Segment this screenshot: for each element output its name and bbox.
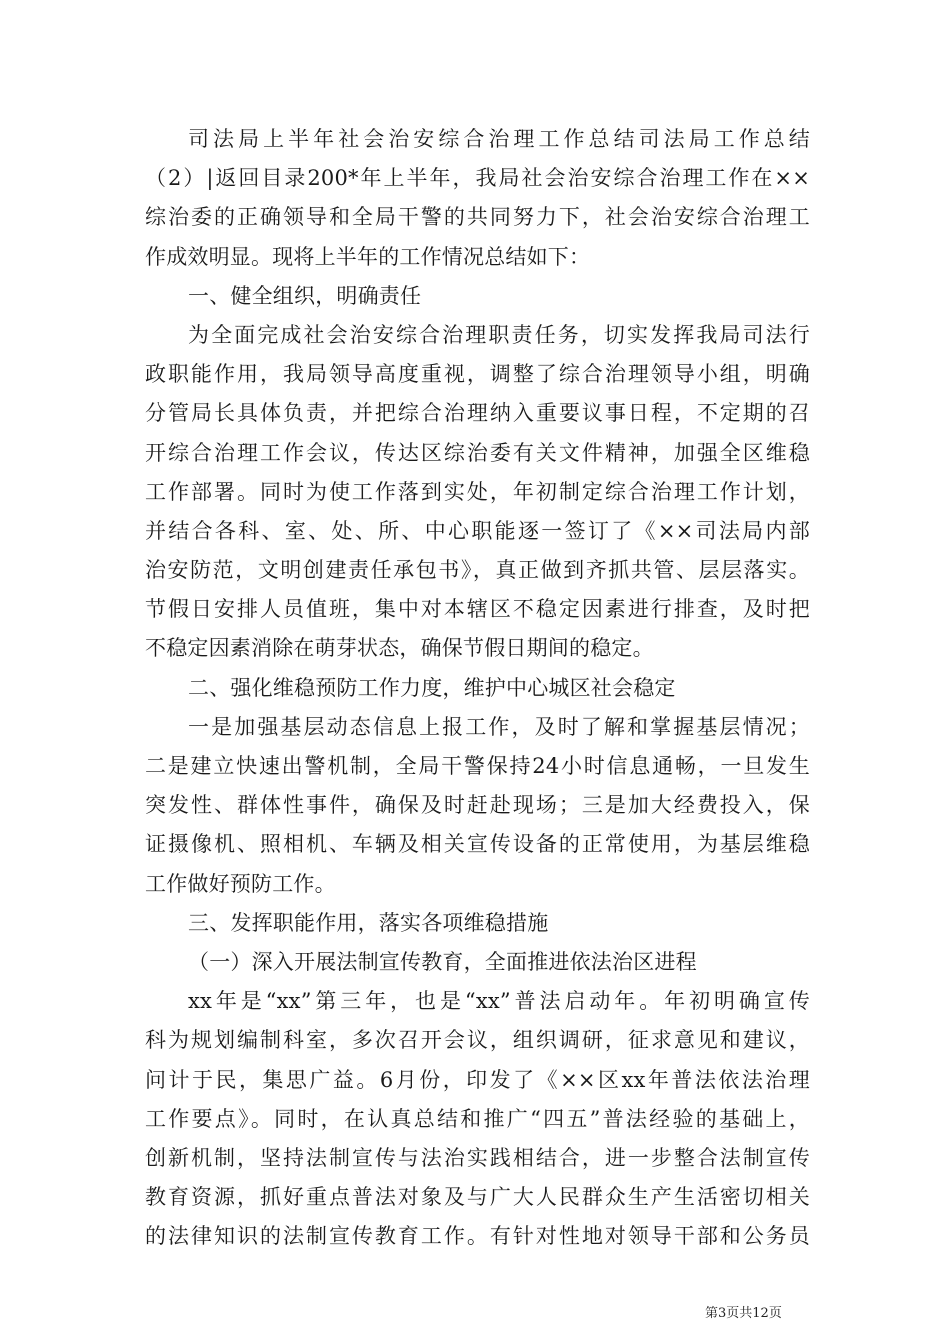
text-line: 综治委的正确领导和全局干警的共同努力下，社会治安综合治理工	[145, 205, 810, 230]
text-line: 创新机制，坚持法制宣传与法治实践相结合，进一步整合法制宣传	[145, 1145, 810, 1170]
text-line: 教育资源，抓好重点普法对象及与广大人民群众生产生活密切相关	[145, 1185, 810, 1210]
text-line: 三、发挥职能作用，落实各项维稳措施	[188, 910, 549, 935]
text-line: 证摄像机、照相机、车辆及相关宣传设备的正常使用，为基层维稳	[145, 832, 810, 857]
text-line: 节假日安排人员值班，集中对本辖区不稳定因素进行排查，及时把	[145, 597, 810, 622]
text-line: 问计于民，集思广益。6月份，印发了《××区xx年普法依法治理	[145, 1067, 810, 1092]
document-body	[145, 120, 810, 1256]
text-line: （2）|返回目录200*年上半年，我局社会治安综合治理工作在××	[145, 166, 810, 191]
page-number: 第3页共12页	[705, 1306, 782, 1321]
text-line: 司法局上半年社会治安综合治理工作总结司法局工作总结	[188, 127, 810, 151]
text-line: 作成效明显。现将上半年的工作情况总结如下：	[145, 244, 591, 269]
text-line: 为全面完成社会治安综合治理职责任务，切实发挥我局司法行	[188, 322, 810, 347]
text-line: 治安防范，文明创建责任承包书》，真正做到齐抓共管、层层落实。	[145, 558, 810, 583]
text-line: xx年是“xx”第三年，也是“xx”普法启动年。年初明确宣传	[188, 989, 810, 1014]
text-line: 二是建立快速出警机制，全局干警保持24小时信息通畅，一旦发生	[145, 754, 810, 778]
text-line: 的法律知识的法制宣传教育工作。有针对性地对领导干部和公务员	[145, 1224, 810, 1249]
text-line: 工作要点》。同时，在认真总结和推广“四五”普法经验的基础上，	[145, 1106, 810, 1131]
text-line: 科为规划编制科室，多次召开会议，组织调研，征求意见和建议，	[145, 1028, 810, 1053]
text-line: 工作部署。同时为使工作落到实处，年初制定综合治理工作计划，	[145, 479, 810, 504]
text-line: 开综合治理工作会议，传达区综治委有关文件精神，加强全区维稳	[145, 440, 810, 465]
text-line: 分管局长具体负责，并把综合治理纳入重要议事日程，不定期的召	[145, 401, 810, 426]
text-line: 一是加强基层动态信息上报工作，及时了解和掌握基层情况；	[188, 714, 810, 739]
text-line: 二、强化维稳预防工作力度，维护中心城区社会稳定	[188, 675, 676, 700]
text-line: 不稳定因素消除在萌芽状态，确保节假日期间的稳定。	[145, 636, 654, 661]
text-line: 政职能作用，我局领导高度重视，调整了综合治理领导小组，明确	[145, 362, 810, 387]
text-line: （一）深入开展法制宣传教育，全面推进依法治区进程	[188, 949, 697, 974]
text-line: 并结合各科、室、处、所、中心职能逐一签订了《××司法局内部	[145, 518, 810, 543]
text-line: 一、健全组织，明确责任	[188, 283, 422, 308]
text-line: 工作做好预防工作。	[145, 871, 336, 896]
text-line: 突发性、群体性事件，确保及时赶赴现场；三是加大经费投入，保	[145, 793, 810, 818]
